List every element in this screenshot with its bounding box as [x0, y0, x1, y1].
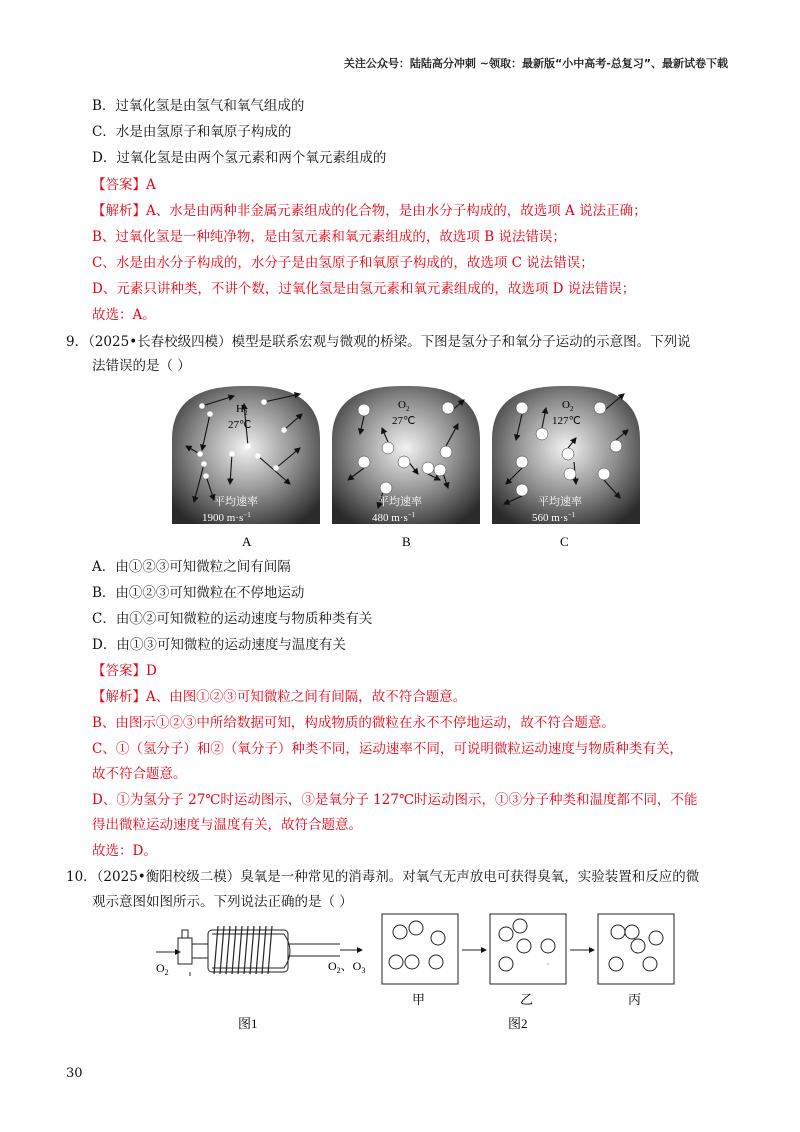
page-header: 关注公众号：陆陆高分冲刺 ~领取：最新版“小中高考-总复习”、最新试卷下载 [343, 57, 728, 70]
panel-c-caption: C [560, 534, 569, 549]
panel-a-gas: $H_2$ [236, 403, 248, 417]
panel-c-oxygen-127c [492, 386, 640, 549]
q8-option-c: C．水是由氢原子和氧原子构成的 [92, 124, 292, 140]
q9-option-d: D．由①③可知微粒的运动速度与温度有关 [92, 637, 346, 653]
box-jia [382, 914, 458, 984]
box-yi [490, 914, 566, 984]
panel-a-rate-label: 平均速率 [214, 495, 258, 508]
q8-explanation-3: C、水是由水分子构成的，水分子是由氢原子和氧原子构成的，故选项 C 说法错误； [92, 255, 594, 271]
panel-b-temperature: 27℃ [392, 415, 416, 427]
q9-option-b: B．由①②③可知微粒在不停地运动 [92, 585, 305, 601]
q8-option-b: B．过氧化氢是由氢气和氧气组成的 [92, 98, 305, 114]
q9-explanation-3b: 故不符合题意。 [92, 766, 187, 782]
q9-explanation-4: D、①为氢分子 27℃时运动图示，③是氧分子 127℃时运动图示，①③分子种类和温度都不同，不能 [92, 792, 698, 808]
panel-b-rate-label: 平均速率 [378, 495, 422, 508]
q8-explanation-4: D、元素只讲种类，不讲个数，过氧化氢是由氢元素和氧元素组成的，故选项 D 说法错误； [92, 281, 636, 297]
q8-explanation-5: 故选：A。 [92, 307, 156, 323]
q9-stem-line2: 法错误的是（ ） [92, 358, 191, 374]
q8-explanation-1: 【解析】A、水是由两种非金属元素组成的化合物，是由水分子构成的，故选项 A 说法正确； [92, 203, 647, 219]
outlet-gas-label: $O_2$、$O_3$ [328, 959, 366, 975]
q9-option-a: A．由①②③可知微粒之间有间隔 [92, 559, 291, 575]
panel-a-hydrogen-27c [172, 386, 320, 549]
panel-a-caption: A [242, 534, 252, 549]
panel-c-rate: 560 $m\cdot s^{-1}$ [532, 511, 576, 524]
box-bing-label: 丙 [628, 993, 642, 1008]
panel-b-oxygen-27c [332, 386, 480, 549]
panel-b-gas: $O_2$ [398, 399, 410, 413]
q9-explanation-3: C、①（氢分子）和②（氧分子）种类不同，运动速率不同，可说明微粒运动速度与物质种类有关， [92, 741, 683, 757]
q9-explanation-2: B、由图示①②③中所给数据可知，构成物质的微粒在永不不停地运动，故不符合题意。 [92, 715, 615, 731]
box-jia-label: 甲 [412, 993, 426, 1008]
panel-b-caption: B [402, 534, 411, 549]
ozone-apparatus-figure [150, 912, 690, 1042]
figure-2-caption: 图2 [508, 1016, 528, 1031]
q10-stem-line1: 10．（2025•衡阳校级二模）臭氧是一种常见的消毒剂。对氧气无声放电可获得臭氧，实验装置和反应的微 [66, 869, 700, 885]
q8-option-d: D．过氧化氢是由两个氢元素和两个氧元素组成的 [92, 150, 387, 166]
panel-c-temperature: 127℃ [552, 415, 581, 427]
figure-1-caption: 图1 [238, 1016, 258, 1031]
molecule-motion-figure [172, 384, 652, 554]
q9-explanation-1: 【解析】A、由图①②③可知微粒之间有间隔，故不符合题意。 [92, 689, 467, 705]
q8-explanation-2: B、过氧化氢是一种纯净物，是由氢元素和氧元素组成的，故选项 B 说法错误； [92, 229, 566, 245]
panel-a-temperature: 27℃ [228, 419, 252, 431]
q9-explanation-5: 故选：D。 [92, 843, 157, 859]
panel-b-rate: 480 $m\cdot s^{-1}$ [372, 511, 416, 524]
panel-c-rate-label: 平均速率 [538, 495, 582, 508]
panel-c-gas: $O_2$ [562, 399, 574, 413]
panel-a-rate: 1900 $m\cdot s^{-1}$ [202, 511, 251, 524]
q9-explanation-4b: 得出微粒运动速度与温度有关，故符合题意。 [92, 817, 362, 833]
q8-answer: 【答案】A [92, 177, 156, 193]
box-bing [598, 914, 674, 984]
box-yi-label: 乙 [520, 993, 534, 1008]
q9-option-c: C．由①②可知微粒的运动速度与物质种类有关 [92, 611, 373, 627]
page-number: 30 [66, 1066, 83, 1081]
inlet-gas-label: $O_2$ [156, 961, 169, 977]
q10-stem-line2: 观示意图如图所示。下列说法正确的是（ ） [92, 894, 353, 910]
q9-answer: 【答案】D [92, 663, 157, 679]
q9-stem-line1: 9．（2025•长春校级四模）模型是联系宏观与微观的桥梁。下图是氢分子和氧分子运动的示意图。下列说 [66, 334, 691, 350]
